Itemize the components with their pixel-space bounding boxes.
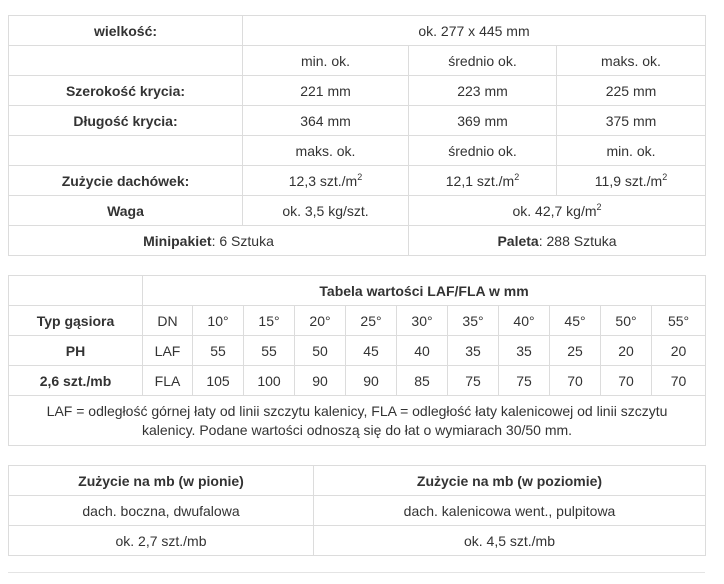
laf-row xyxy=(9,336,706,366)
fla-value-cell: 75 xyxy=(499,366,550,396)
range-header-row xyxy=(9,46,706,76)
ridge-type-label: Typ gąsiora xyxy=(9,306,143,336)
tile-usage-label: Zużycie dachówek: xyxy=(9,166,243,196)
usage-max-header: maks. ok. xyxy=(243,136,409,166)
size-label: wielkość: xyxy=(9,16,243,46)
weight-label: Waga xyxy=(9,196,243,226)
laf-value-cell: 55 xyxy=(193,336,244,366)
laf-value-cell: 50 xyxy=(295,336,346,366)
laf-table-title: Tabela wartości LAF/FLA w mm xyxy=(143,276,706,306)
fla-value-cell: 70 xyxy=(601,366,652,396)
laf-fla-table xyxy=(8,275,706,446)
cover-length-label: Długość krycia: xyxy=(9,106,243,136)
cover-width-max: 225 mm xyxy=(557,76,706,106)
horizontal-usage-value: ok. 4,5 szt./mb xyxy=(314,526,706,556)
laf-title-row xyxy=(9,276,706,306)
laf-value-cell: 45 xyxy=(346,336,397,366)
angle-cell: 55° xyxy=(652,306,706,336)
vertical-usage-header: Zużycie na mb (w pionie) xyxy=(9,466,314,496)
cover-width-min: 221 mm xyxy=(243,76,409,106)
divider xyxy=(8,572,705,573)
laf-value-cell: 20 xyxy=(601,336,652,366)
usage-avg-header: średnio ok. xyxy=(409,136,557,166)
angle-cell: 40° xyxy=(499,306,550,336)
packaging-row xyxy=(9,226,706,256)
tile-usage-max: 12,3 $szt./m^2$ xyxy=(243,166,409,196)
fla-value-cell: 70 xyxy=(550,366,601,396)
angle-cell: 10° xyxy=(193,306,244,336)
usage-type-row xyxy=(9,496,706,526)
cover-width-label: Szerokość krycia: xyxy=(9,76,243,106)
minipack-value: : 6 Sztuka xyxy=(211,232,274,249)
tile-usage-avg: 12,1 $szt./m^2$ xyxy=(409,166,557,196)
pallet-cell xyxy=(409,226,706,256)
angle-cell: 50° xyxy=(601,306,652,336)
note-row xyxy=(9,396,706,446)
ph-label: PH xyxy=(9,336,143,366)
fla-row xyxy=(9,366,706,396)
cover-length-min: 364 mm xyxy=(243,106,409,136)
usage-value-row xyxy=(9,526,706,556)
angles-row xyxy=(9,306,706,336)
fla-value-cell: 70 xyxy=(652,366,706,396)
fla-value-cell: 85 xyxy=(397,366,448,396)
minipack-cell xyxy=(9,226,409,256)
laf-note: LAF = odległość górnej łaty od linii szczytu kalenicy, FLA = odległość łaty kalenicowej od linii szczytu kalenicy. Podane wartości odnoszą się do łat o wymiarach 30/50 mm. xyxy=(9,396,706,446)
ridge-usage-label: 2,6 szt./mb xyxy=(9,366,143,396)
angle-cell: 25° xyxy=(346,306,397,336)
laf-value-cell: 35 xyxy=(448,336,499,366)
fla-label: FLA xyxy=(143,366,193,396)
minipack-label: Minipakiet xyxy=(143,232,212,249)
horizontal-usage-type: dach. kalenicowa went., pulpitowa xyxy=(314,496,706,526)
empty-cell xyxy=(9,46,243,76)
usage-header-row xyxy=(9,466,706,496)
laf-value-cell: 55 xyxy=(244,336,295,366)
vertical-usage-value: ok. 2,7 szt./mb xyxy=(9,526,314,556)
laf-value-cell: 40 xyxy=(397,336,448,366)
cover-width-row xyxy=(9,76,706,106)
pallet-label: Paleta xyxy=(497,232,539,249)
size-row xyxy=(9,16,706,46)
angle-cell: 35° xyxy=(448,306,499,336)
fla-value-cell: 75 xyxy=(448,366,499,396)
spec-table xyxy=(8,15,706,256)
laf-value-cell: 35 xyxy=(499,336,550,366)
laf-value-cell: 20 xyxy=(652,336,706,366)
range-avg-header: średnio ok. xyxy=(409,46,557,76)
cover-length-row xyxy=(9,106,706,136)
weight-row xyxy=(9,196,706,226)
cover-width-avg: 223 mm xyxy=(409,76,557,106)
fla-value-cell: 100 xyxy=(244,366,295,396)
empty-cell xyxy=(9,136,243,166)
dn-label: DN xyxy=(143,306,193,336)
angle-cell: 15° xyxy=(244,306,295,336)
fla-value-cell: 90 xyxy=(295,366,346,396)
angle-cell: 30° xyxy=(397,306,448,336)
usage-table xyxy=(8,465,706,556)
fla-value-cell: 105 xyxy=(193,366,244,396)
weight-per-m2: ok. 42,7 $kg/m^2$ xyxy=(409,196,706,226)
tile-usage-row xyxy=(9,166,706,196)
fla-value-cell: 90 xyxy=(346,366,397,396)
angle-cell: 20° xyxy=(295,306,346,336)
cover-length-avg: 369 mm xyxy=(409,106,557,136)
tile-usage-min: 11,9 $szt./m^2$ xyxy=(557,166,706,196)
laf-value-cell: 25 xyxy=(550,336,601,366)
empty-cell xyxy=(9,276,143,306)
angle-cell: 45° xyxy=(550,306,601,336)
weight-per-piece: ok. 3,5 kg/szt. xyxy=(243,196,409,226)
vertical-usage-type: dach. boczna, dwufalowa xyxy=(9,496,314,526)
range-min-header: min. ok. xyxy=(243,46,409,76)
horizontal-usage-header: Zużycie na mb (w poziomie) xyxy=(314,466,706,496)
usage-min-header: min. ok. xyxy=(557,136,706,166)
pallet-value: : 288 Sztuka xyxy=(538,232,617,249)
size-value: ok. 277 x 445 mm xyxy=(243,16,706,46)
range-max-header: maks. ok. xyxy=(557,46,706,76)
usage-header-row xyxy=(9,136,706,166)
laf-label: LAF xyxy=(143,336,193,366)
cover-length-max: 375 mm xyxy=(557,106,706,136)
